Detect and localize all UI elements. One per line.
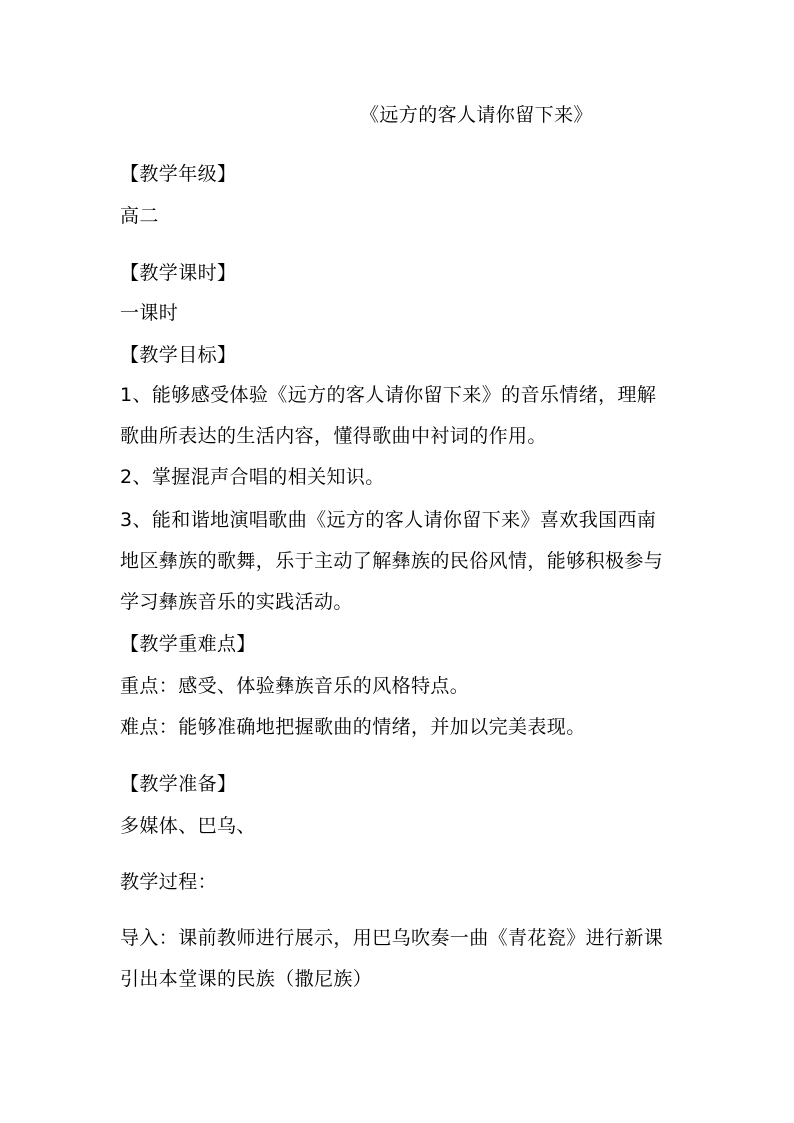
difficulty-line: 难点：能够准确地把握歌曲的情绪，并加以完美表现。 xyxy=(120,716,586,738)
objective-line: 2、掌握混声合唱的相关知识。 xyxy=(120,466,385,488)
intro-line: 导入：课前教师进行展示，用巴乌吹奏一曲《青花瓷》进行新课 xyxy=(120,927,664,949)
section-heading-preparation: 【教学准备】 xyxy=(120,773,237,795)
intro-line: 引出本堂课的民族（撒尼族） xyxy=(120,968,373,990)
section-heading-process: 教学过程： xyxy=(120,871,218,893)
grade-text: 高二 xyxy=(120,205,159,227)
key-point-line: 重点：感受、体验彝族音乐的风格特点。 xyxy=(120,675,470,697)
objective-line: 学习彝族音乐的实践活动。 xyxy=(120,591,353,613)
section-heading-objectives: 【教学目标】 xyxy=(120,344,237,366)
section-heading-grade: 【教学年级】 xyxy=(120,163,237,185)
document-title: 《远方的客人请你留下来》 xyxy=(360,104,593,126)
preparation-text: 多媒体、巴乌、 xyxy=(120,815,256,837)
objective-line: 1、能够感受体验《远方的客人请你留下来》的音乐情绪，理解 xyxy=(120,384,657,406)
objective-line: 3、能和谐地演唱歌曲《远方的客人请你留下来》喜欢我国西南 xyxy=(120,509,657,531)
hours-text: 一课时 xyxy=(120,302,179,324)
objective-line: 歌曲所表达的生活内容，懂得歌曲中衬词的作用。 xyxy=(120,425,547,447)
objective-line: 地区彝族的歌舞，乐于主动了解彝族的民俗风情，能够积极参与 xyxy=(120,550,664,572)
section-heading-key-points: 【教学重难点】 xyxy=(120,633,256,655)
section-heading-hours: 【教学课时】 xyxy=(120,262,237,284)
